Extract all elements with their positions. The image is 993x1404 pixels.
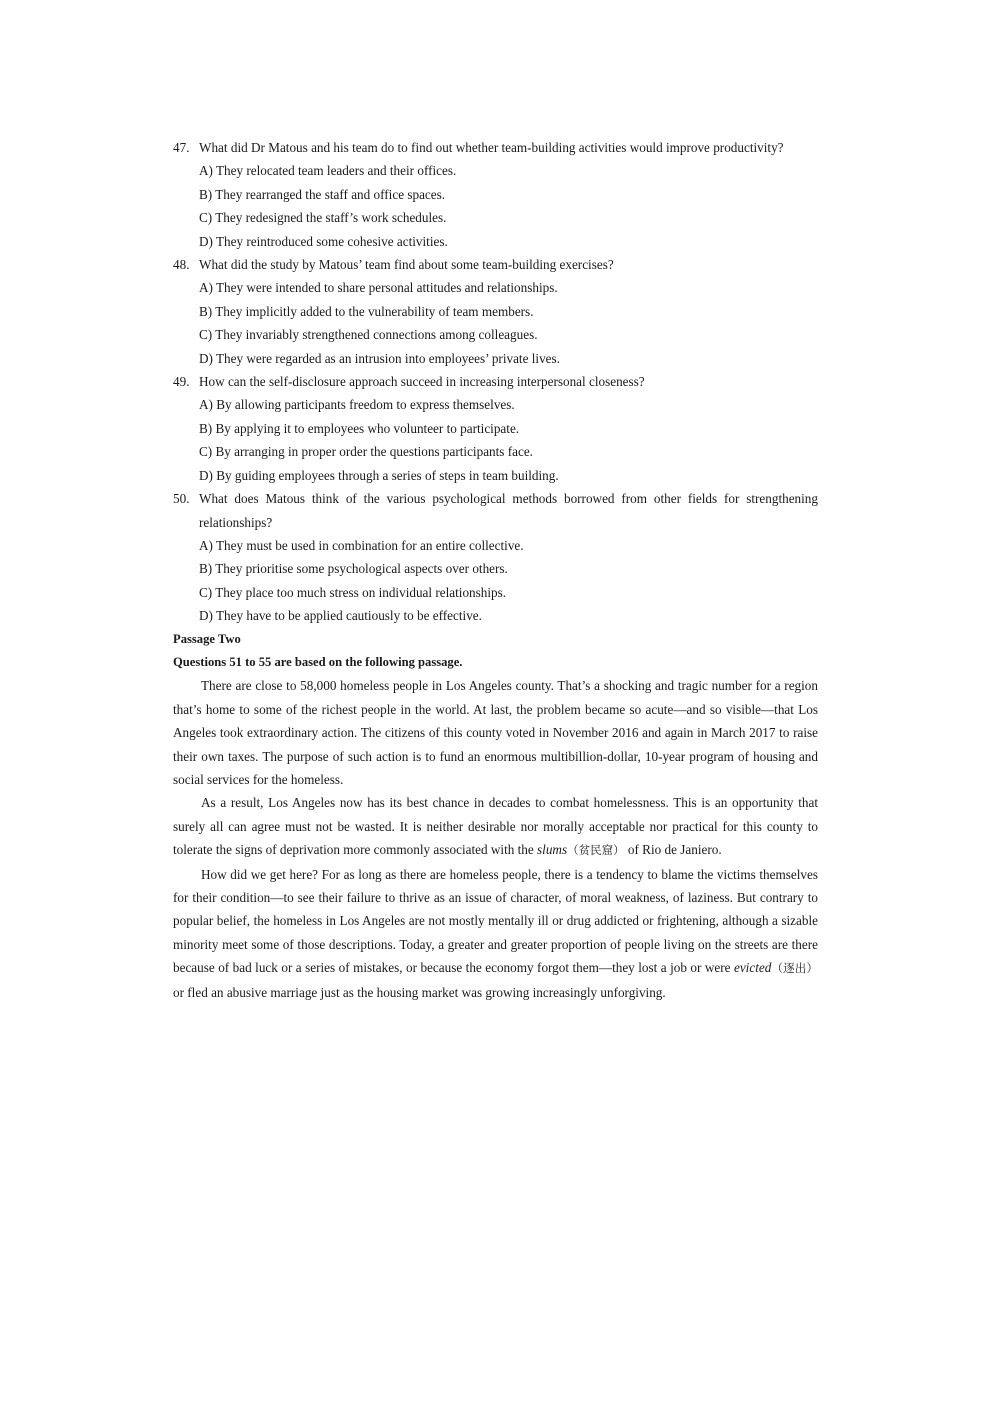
page-content [173, 136, 818, 1004]
option-49d: D) By guiding employees through a series of steps in team building. [199, 467, 559, 483]
option-49a: A) By allowing participants freedom to express themselves. [199, 397, 515, 413]
passage-paragraph-2 [173, 791, 818, 862]
option-48c: C) They invariably strengthened connections among colleagues. [199, 327, 538, 343]
vocab-gloss: （贫民窟） [567, 843, 625, 858]
paragraph-text: As a result, Los Angeles now has its best chance in decades to combat homelessness. This is an opportunity that surely all can agree must not be wasted. It is neither desirable nor morally acceptable nor practical for this county to tolerate the signs of deprivation more commonly associated with the [173, 795, 818, 858]
passage-title: Passage Two [173, 631, 241, 646]
paragraph-text: How did we get here? For as long as there are homeless people, there is a tendency to blame the victims themselves for their condition—to see their failure to thrive as an issue of character, of moral weakness, of laziness. But contrary to popular belief, the homeless in Los Angeles are not mostly mentally ill or drug addicted or frightening, although a sizable minority meet some of those descriptions. Today, a greater and greater proportion of people living on the streets are there because of bad luck or a series of mistakes, or because the economy forgot them—they lost a job or were [173, 866, 818, 976]
option-50d: D) They have to be applied cautiously to be effective. [199, 608, 482, 624]
vocab-gloss: （逐出） [771, 961, 819, 976]
option-47b: B) They rearranged the staff and office spaces. [199, 186, 446, 202]
paragraph-text: or fled an abusive marriage just as the housing market was growing increasingly unforgiving. [173, 984, 666, 1000]
question-number: 48. [173, 257, 190, 273]
question-text: What did Dr Matous and his team do to find out whether team-building activities would improve productivity? [199, 140, 784, 155]
option-49c: C) By arranging in proper order the questions participants face. [199, 444, 533, 460]
option-49b: B) By applying it to employees who volunteer to participate. [199, 420, 520, 436]
question-number: 49. [173, 374, 190, 390]
option-50c: C) They place too much stress on individual relationships. [199, 584, 507, 600]
question-48 [173, 253, 818, 276]
question-number: 50. [173, 491, 190, 507]
option-47c: C) They redesigned the staff’s work schedules. [199, 210, 447, 226]
vocab-term: evicted [733, 960, 772, 976]
question-text: What did the study by Matous’ team find about some team-building exercises? [199, 257, 614, 273]
option-48b: B) They implicitly added to the vulnerability of team members. [199, 303, 534, 319]
option-50a: A) They must be used in combination for an entire collective. [199, 537, 524, 553]
question-text: How can the self-disclosure approach succeed in increasing interpersonal closeness? [199, 374, 645, 390]
question-text: What does Matous think of the various psychological methods borrowed from other fields for strengthening relationships? [199, 491, 818, 530]
passage-instruction: Questions 51 to 55 are based on the following passage. [173, 654, 463, 669]
option-47a: A) They relocated team leaders and their offices. [199, 163, 457, 179]
option-48a: A) They were intended to share personal attitudes and relationships. [199, 280, 558, 296]
option-48d: D) They were regarded as an intrusion into employees’ private lives. [199, 350, 560, 366]
question-47 [173, 136, 818, 159]
paragraph-text: of Rio de Janiero. [624, 842, 722, 858]
option-50b: B) They prioritise some psychological aspects over others. [199, 561, 508, 577]
question-50 [173, 487, 818, 534]
passage-paragraph-1: There are close to 58,000 homeless people in Los Angeles county. That’s a shocking and tragic number for a region that’s home to some of the richest people in the world. At last, the problem became so acute—and so visible—that Los Angeles took extraordinary action. The citizens of this county voted in November 2016 and again in March 2017 to raise their own taxes. The purpose of such action is to fund an enormous multibillion-dollar, 10-year program of housing and social services for the homeless. [173, 678, 818, 787]
question-49 [173, 370, 818, 393]
option-47d: D) They reintroduced some cohesive activities. [199, 233, 448, 249]
passage-paragraph-3 [173, 863, 818, 1004]
question-number: 47. [173, 140, 190, 155]
vocab-term: slums [537, 842, 568, 858]
